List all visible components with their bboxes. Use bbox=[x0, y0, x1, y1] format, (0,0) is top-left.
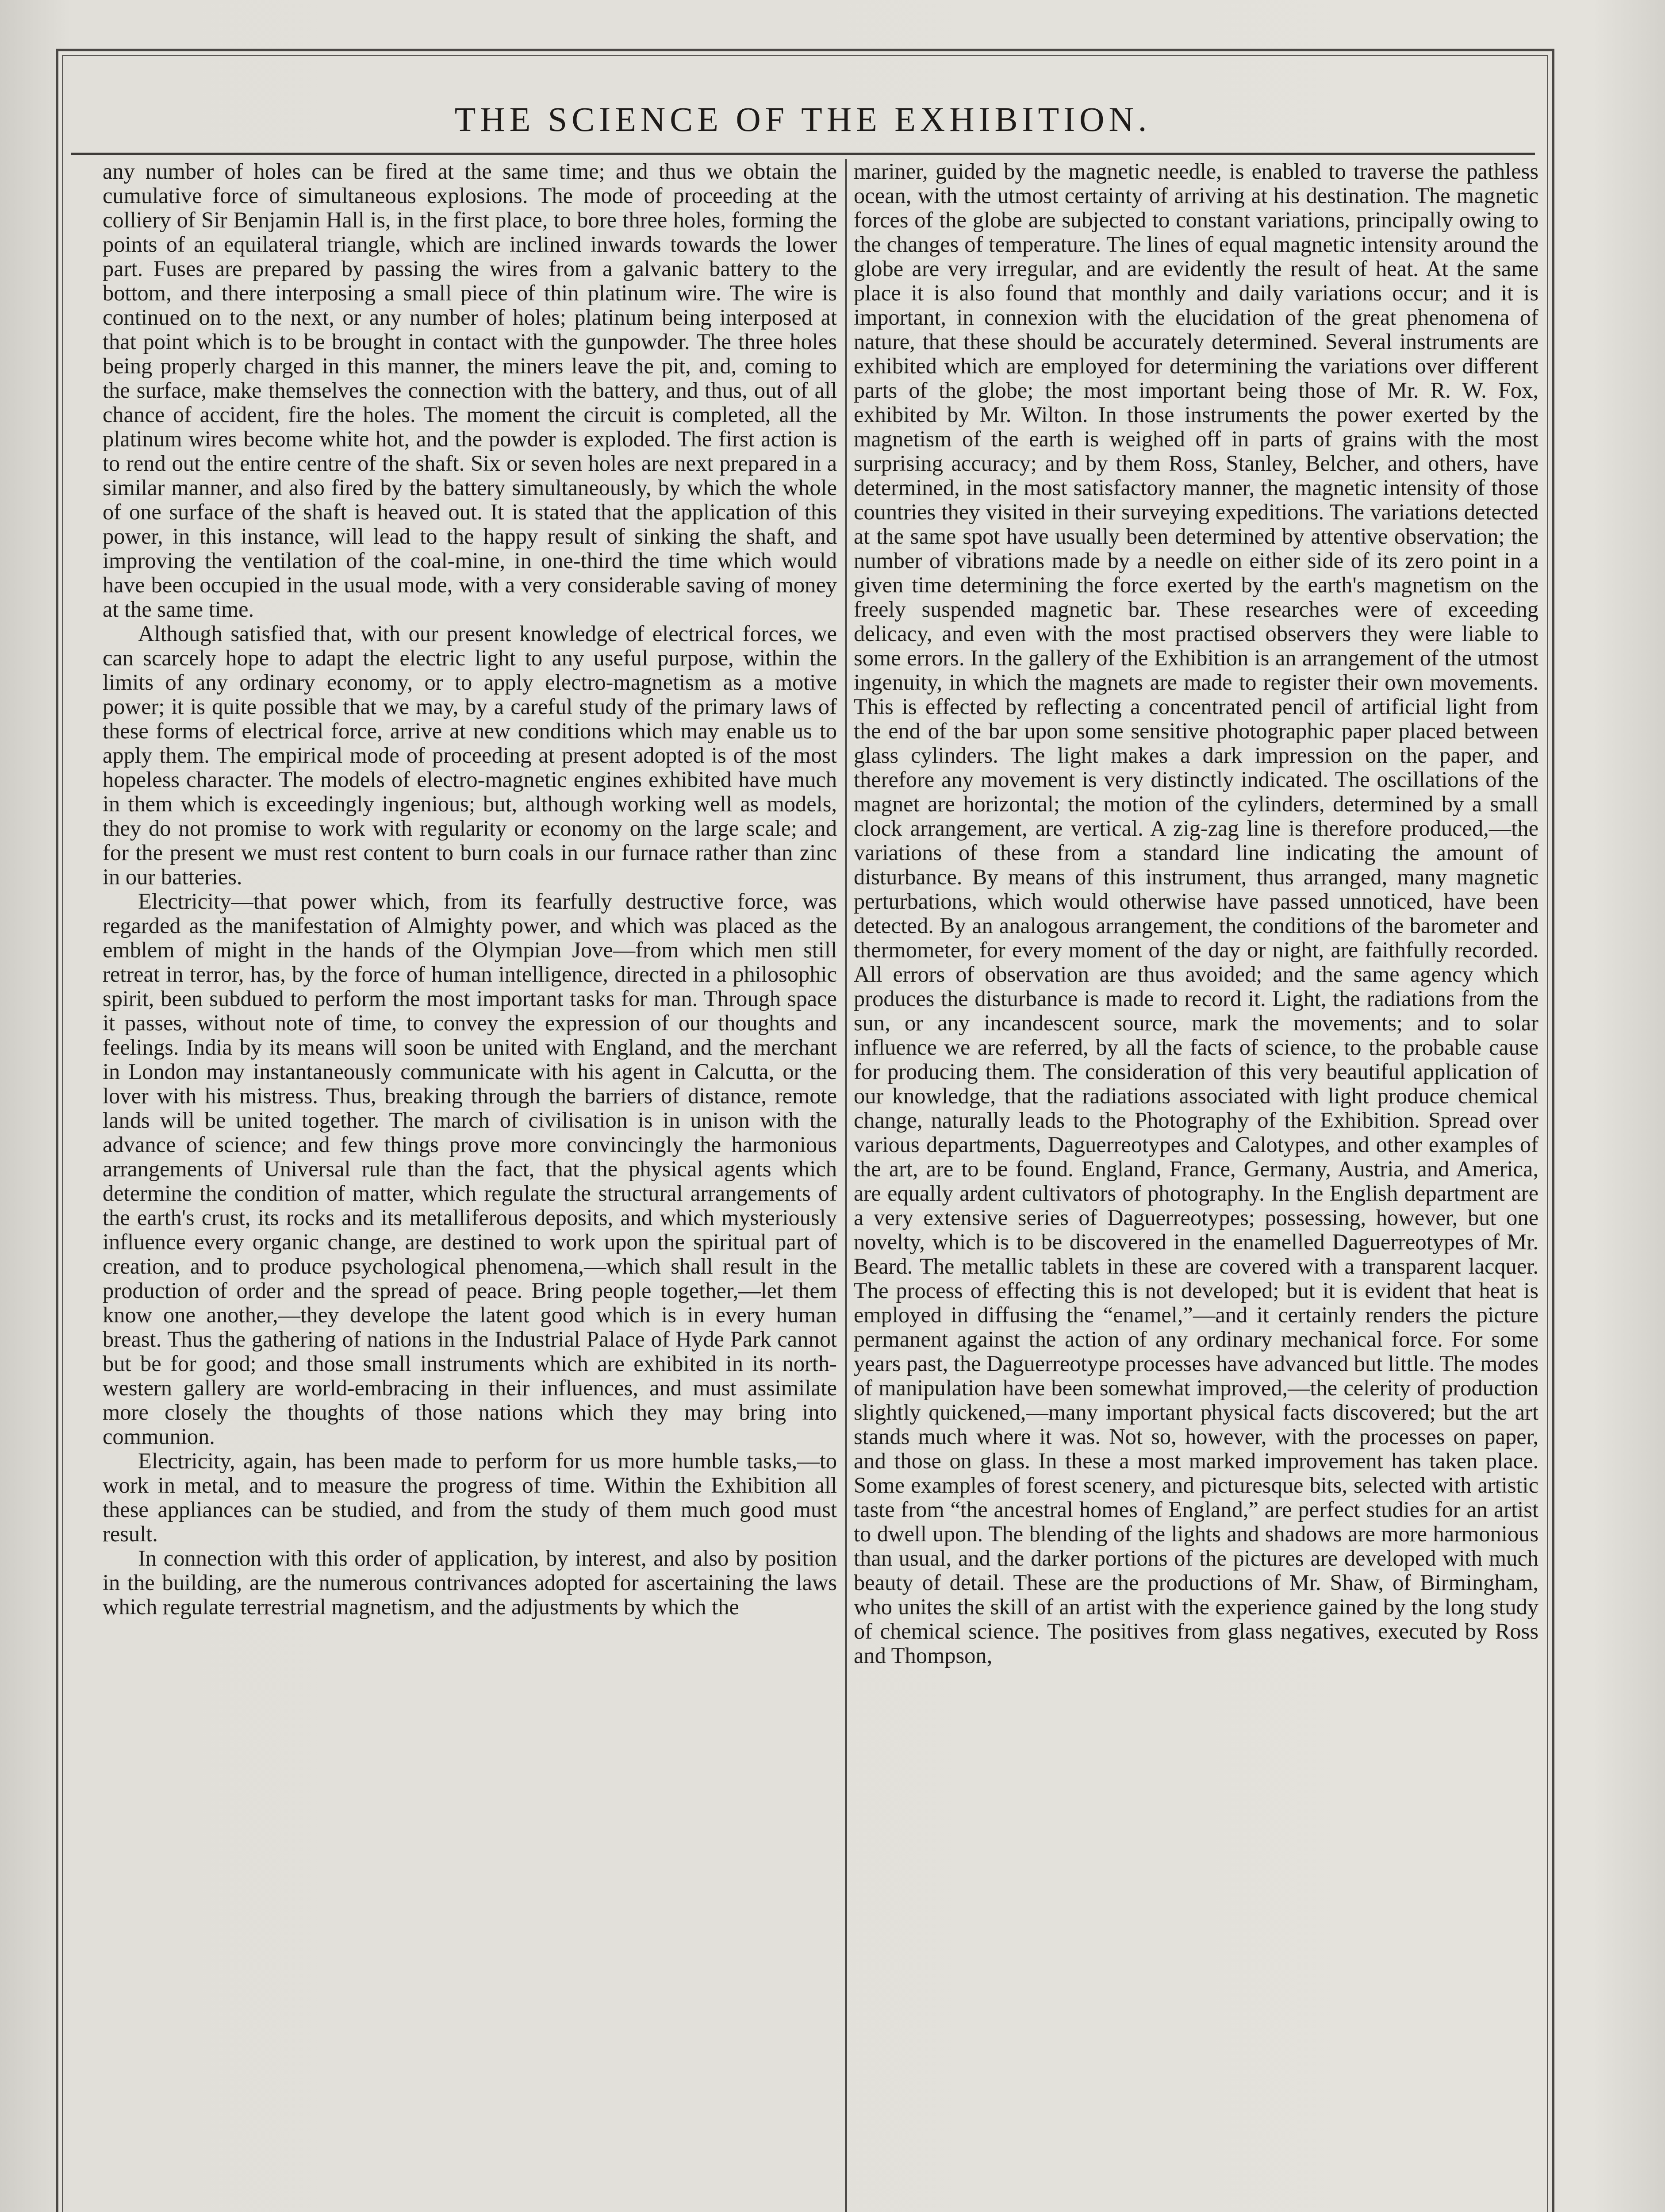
paragraph: mariner, guided by the magnetic needle, is enabled to traverse the pathless ocean, with the utmost certainty of arriving at his destination. The magnetic forces of the globe are subjected to constant variations, principally owing to the changes of temperature. The lines of equal magnetic intensity around the globe are very irregular, and are evidently the result of heat. At the same place it is also found that monthly and daily variations occur; and it is important, in connexion with the elucidation of the great phenomena of nature, that these should be accurately determined. Several instruments are exhibited which are employed for determining the variations over different parts of the globe; the most important being those of Mr. R. W. Fox, exhibited by Mr. Wilton. In those instruments the power exerted by the magnetism of the earth is weighed off in parts of grains with the most surprising accuracy; and by them Ross, Stanley, Belcher, and others, have determined, in the most satisfactory manner, the magnetic intensity of those countries they visited in their surveying expeditions. The variations detected at the same spot have usually been determined by attentive observation; the number of vibrations made by a needle on either side of its zero point in a given time determining the force exerted by the earth's magnetism on the freely suspended magnetic bar. These researches were of exceeding delicacy, and even with the most practised observers they were liable to some errors. In the gallery of the Exhibition is an arrangement of the utmost ingenuity, in which the magnets are made to register their own movements. This is effected by reflecting a concentrated pencil of artificial light from the end of the bar upon some sensitive photographic paper placed between glass cylinders. The light makes a dark impression on the paper, and therefore any movement is very distinctly indicated. The oscillations of the magnet are horizontal; the motion of the cylinders, determined by a small clock arrangement, are vertical. A zig-zag line is therefore produced,—the variations of these from a standard line indicating the amount of disturbance. By means of this instrument, thus arranged, many magnetic perturbations, which would otherwise have passed unnoticed, have been detected. By an analogous arrangement, the conditions of the barometer and thermometer, for every moment of the day or night, are faithfully recorded. All errors of observation are thus avoided; and the same agency which produces the disturbance is made to record it. Light, the radiations from the sun, or any incandescent source, mark the movements; and to solar influence we are referred, by all the facts of science, to the probable cause for producing them. The consideration of this very beautiful application of our knowledge, that the radiations associated with light produce chemical change, naturally leads to the Photography of the Exhibition. Spread over various departments, Daguerreotypes and Calotypes, and other examples of the art, are to be found. England, France, Germany, Austria, and America, are equally ardent cultivators of photography. In the English department are a very extensive series of Daguerreotypes; possessing, however, but one novelty, which is to be discovered in the enamelled Daguerreotypes of Mr. Beard. The metallic tablets in these are covered with a transparent lacquer. The process of effecting this is not developed; but it is evident that heat is employed in diffusing the “enamel,”—and it certainly renders the picture permanent against the action of any ordinary mechanical force. For some years past, the Daguerreotype processes have advanced but little. The modes of manipulation have been somewhat improved,—the celerity of production slightly quickened,—many important physical facts discovered; but the art stands much where it was. Not so, however, with the processes on paper, and those on glass. In these a most marked improvement has taken place. Some examples of forest scenery, and picturesque bits, selected with artistic taste from “the ancestral homes of England,” are perfect studies for an artist to dwell upon. The blending of the lights and shadows are more harmonious than usual, and the darker portions of the pictures are developed with much beauty of detail. These are the productions of Mr. Shaw, of Birmingham, who unites the skill of an artist with the experience gained by the long study of chemical science. The positives from glass negatives, executed by Ross and Thompson, bbox=[854, 159, 1538, 1668]
running-head: THE SCIENCE OF THE EXHIBITION. bbox=[454, 100, 1151, 138]
paragraph: Electricity—that power which, from its fearfully destructive force, was regarded as the manifestation of Almighty power, and which was placed as the emblem of might in the hands of the Olympian Jove—from which men still retreat in terror, has, by the force of human intelligence, directed in a philosophic spirit, been subdued to perform the most important tasks for man. Through space it passes, without note of time, to convey the expression of our thoughts and feelings. India by its means will soon be united with England, and the merchant in London may instantaneously communicate with his agent in Calcutta, or the lover with his mistress. Thus, breaking through the barriers of distance, remote lands will be united together. The march of civilisation is in unison with the advance of science; and few things prove more convincingly the harmonious arrangements of Universal rule than the fact, that the physical agents which determine the condition of matter, which regulate the structural arrangements of the earth's crust, its rocks and its metalliferous deposits, and which mysteriously influence every organic change, are destined to work upon the spiritual part of creation, and to produce psychological phenomena,—which shall result in the production of order and the spread of peace. Bring people together,—let them know one another,—they develope the latent good which is in every human breast. Thus the gathering of nations in the Industrial Palace of Hyde Park cannot but be for good; and those small instruments which are exhibited in its north-western gallery are world-embracing in their influences, and must assimilate more closely the thoughts of those nations which they may bring into communion. bbox=[103, 889, 837, 1449]
right-column bbox=[854, 159, 1538, 2212]
paragraph: Although satisfied that, with our present knowledge of electrical forces, we can scarcely hope to adapt the electric light to any useful purpose, within the limits of any ordinary economy, or to apply electro-magnetism as a motive power; it is quite possible that we may, by a careful study of the primary laws of these forms of electrical force, arrive at new conditions which may enable us to apply them. The empirical mode of proceeding at present adopted is of the most hopeless character. The models of electro-magnetic engines exhibited have much in them which is exceedingly ingenious; but, although working well as models, they do not promise to work with regularity or economy on the large scale; and for the present we must rest content to burn coals in our furnace rather than zinc in our batteries. bbox=[103, 621, 837, 889]
header-rule bbox=[71, 153, 1535, 155]
paragraph: In connection with this order of application, by interest, and also by position in the building, are the numerous contrivances adopted for ascertaining the laws which regulate terrestrial magnetism, and the adjustments by which the bbox=[103, 1546, 837, 1619]
left-column bbox=[103, 159, 837, 2212]
paragraph: Electricity, again, has been made to perform for us more humble tasks,—to work in metal, and to measure the progress of time. Within the Exhibition all these appliances can be studied, and from the study of them much good must result. bbox=[103, 1448, 837, 1546]
column-divider bbox=[845, 159, 847, 2212]
paragraph: any number of holes can be fired at the same time; and thus we obtain the cumulative force of simultaneous explosions. The mode of proceeding at the colliery of Sir Benjamin Hall is, in the first place, to bore three holes, forming the points of an equilateral triangle, which are inclined inwards towards the lower part. Fuses are prepared by passing the wires from a galvanic battery to the bottom, and there interposing a small piece of thin platinum wire. The wire is continued on to the next, or any number of holes; platinum being interposed at that point which is to be brought in contact with the gunpowder. The three holes being properly charged in this manner, the miners leave the pit, and, coming to the surface, make themselves the connection with the battery, and thus, out of all chance of accident, fire the holes. The moment the circuit is completed, all the platinum wires become white hot, and the powder is exploded. The first action is to rend out the entire centre of the shaft. Six or seven holes are next prepared in a similar manner, and also fired by the battery simultaneously, by which the whole of one surface of the shaft is heaved out. It is stated that the application of this power, in this instance, will lead to the happy result of sinking the shaft, and improving the ventilation of the coal-mine, in one-third the time which would have been occupied in the usual mode, with a very considerable saving of money at the same time. bbox=[103, 159, 837, 622]
